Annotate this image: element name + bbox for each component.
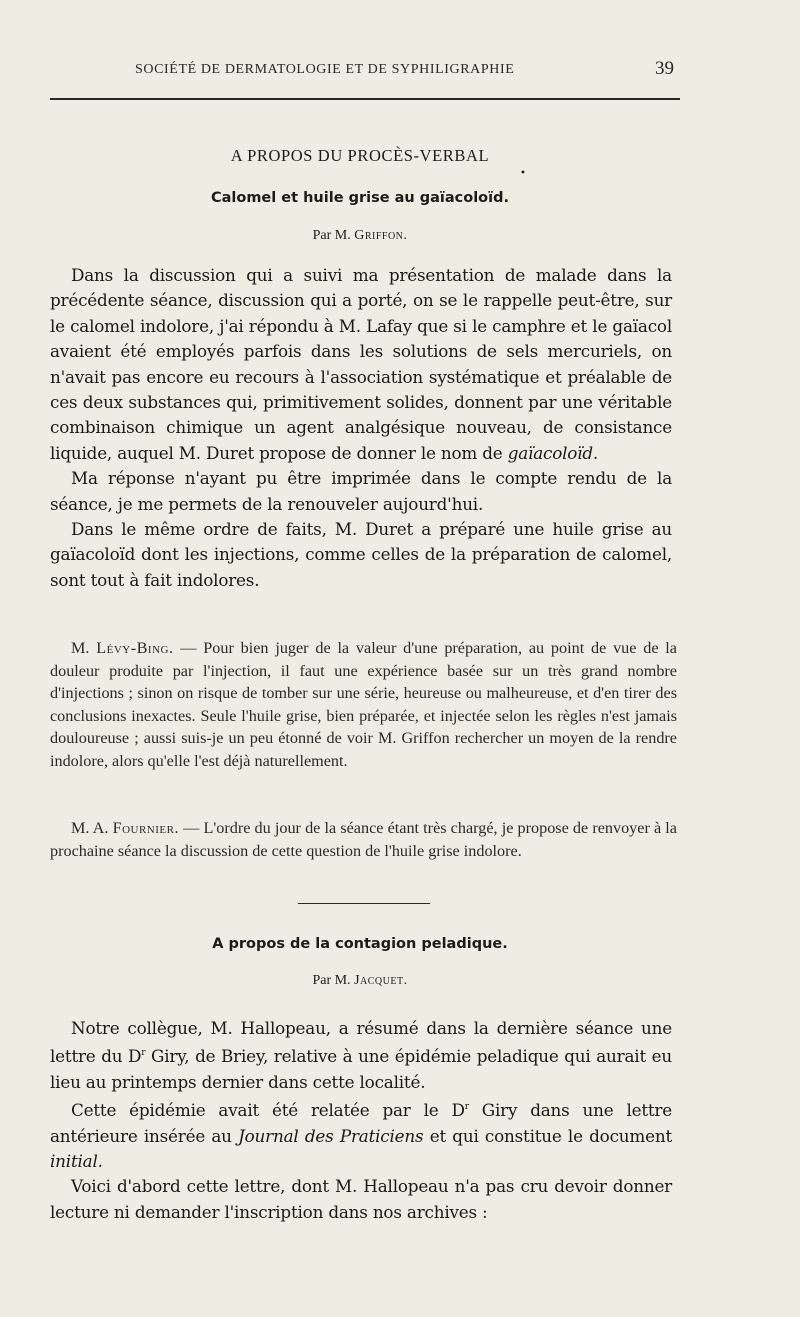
superscript: r (141, 1048, 146, 1059)
byline-jacquet (0, 973, 720, 989)
running-head: SOCIÉTÉ DE DERMATOLOGIE ET DE SYPHILIGRAPHIE (135, 62, 515, 77)
paragraph-text: et qui constitue le document (423, 1125, 672, 1146)
paragraph (50, 1016, 672, 1095)
paragraph-text: Dans la discussion qui a suivi ma présentation de malade dans la précédente séance, discussion qui a porté, on se le rappelle peut-être, sur le calomel indolore, j'ai répondu à M. Lafay que si le camphre et le gaïacol avaient été employés parfois dans les solutions de sels mercuriels, on n'avait pas encore eu recours à l'association systématique et préalable de ces deux substances qui, primitivement solides, donnent par une véritable combinaison chimique un agent analgésique nouveau, de consistance liquide, auquel M. Duret propose de donner le nom de (50, 265, 672, 463)
paragraph: Dans le même ordre de faits, M. Duret a préparé une huile grise au gaïacoloïd dont les injections, comme celles de la préparation de calomel, sont tout à fait indolores. (50, 519, 672, 590)
speaker-prefix: M. (71, 639, 97, 657)
remark-text: — Pour bien juger de la valeur d'une préparation, au point de vue de la douleur produite par l'injection, il faut une expérience basée sur un très grand nombre d'injections ; sinon on risque de tomber sur une série, heureuse ou malheureuse, et d'en tirer des conclusions inexactes. Seule l'huile grise, bien préparée, et injectée selon les règles n'est jamais douloureuse ; aussi suis-je un peu étonné de voir M. Griffon rechercher un moyen de la rendre indolore, alors qu'elle l'est déjà naturellement. (50, 639, 677, 770)
paragraph: Ma réponse n'ayant pu être imprimée dans le compte rendu de la séance, je me permets de la renouveler aujourd'hui. (50, 468, 672, 514)
superscript: r (464, 1102, 469, 1113)
author-name: Griffon. (354, 228, 408, 243)
article-subtitle-calomel: Calomel et huile grise au gaïacoloïd. (210, 190, 510, 206)
article-body-pelade (50, 1016, 672, 1225)
remark-text: — L'ordre du jour de la séance étant très chargé, je propose de renvoyer à la prochaine séance la discussion de cette question de l'huile grise indolore. (50, 819, 677, 860)
section-divider (298, 903, 430, 904)
article-body-calomel (50, 263, 672, 593)
speaker-name: Lévy-Bing. (96, 639, 174, 657)
header-rule (50, 98, 680, 100)
section-title: A PROPOS DU PROCÈS-VERBAL (230, 146, 490, 165)
paragraph-text: Giry, de Briey, relative à une épidémie peladique qui aurait eu lieu au printemps dernier dans cette localité. (50, 1046, 672, 1092)
paragraph-text: Notre collègue, M. Hallopeau, a résumé dans la dernière séance une lettre du D (50, 1018, 672, 1067)
paragraph-text: Cette épidémie avait été relatée par le D (71, 1100, 465, 1121)
paragraph (50, 817, 677, 862)
paragraph (50, 637, 677, 773)
article-subtitle-pelade: A propos de la contagion peladique. (212, 936, 508, 952)
emphasis-term: initial. (50, 1151, 103, 1172)
byline-prefix: Par M. (312, 228, 355, 243)
ornament-dot: • (520, 168, 526, 179)
paragraph (50, 1095, 672, 1174)
emphasis-term: gaïacoloïd. (507, 442, 599, 463)
paragraph: Voici d'abord cette lettre, dont M. Hallopeau n'a pas cru devoir donner lecture ni demander l'inscription dans nos archives : (50, 1176, 672, 1222)
author-name: Jacquet. (354, 973, 408, 988)
journal-title: Journal des Praticiens (238, 1125, 424, 1146)
remark-fournier (50, 817, 677, 862)
page-number: 39 (655, 58, 674, 79)
paragraph (50, 263, 672, 466)
remark-levy-bing (50, 637, 677, 773)
speaker-name: Fournier. (112, 819, 179, 837)
paragraph-text: Giry dans une lettre antérieure insérée au (50, 1100, 672, 1146)
byline-griffon (0, 228, 720, 244)
speaker-prefix: M. A. (71, 819, 113, 837)
byline-prefix: Par M. (312, 973, 355, 988)
